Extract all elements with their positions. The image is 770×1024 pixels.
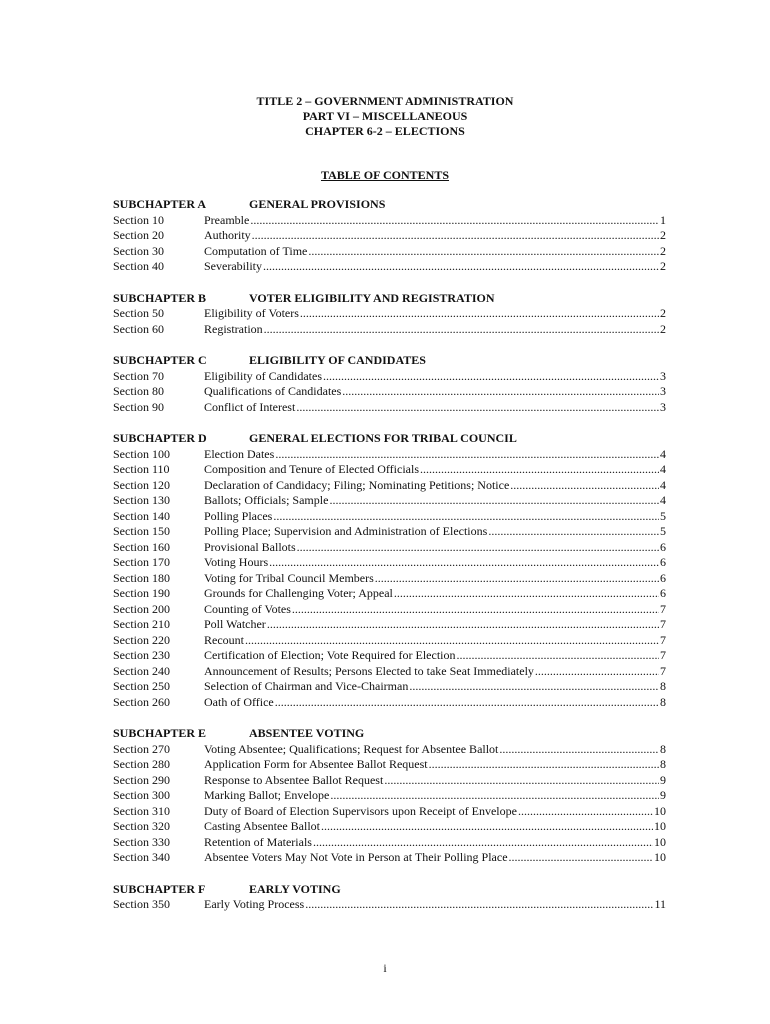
- section-title: Selection of Chairman and Vice-Chairman: [204, 679, 409, 693]
- title-line: TITLE 2 – GOVERNMENT ADMINISTRATION: [256, 94, 514, 108]
- section-number: Section 160: [113, 539, 170, 554]
- toc-entry[interactable]: [113, 555, 666, 571]
- dot-leader: [252, 228, 659, 244]
- subchapter-label: SUBCHAPTER E: [113, 726, 207, 740]
- page-ref: 3: [660, 384, 666, 398]
- section-number: Section 310: [113, 803, 170, 818]
- section-number: Section 200: [113, 601, 170, 616]
- toc-entry[interactable]: [113, 259, 666, 275]
- page-ref: 10: [654, 803, 666, 818]
- section-number: Section 240: [113, 663, 170, 678]
- toc-entry[interactable]: [113, 648, 666, 664]
- page-ref: 10: [654, 834, 666, 849]
- toc-entry[interactable]: [113, 835, 666, 851]
- toc-entry[interactable]: [113, 306, 666, 322]
- page-ref: 2: [660, 243, 666, 258]
- dot-leader: [263, 259, 659, 275]
- page-ref: 5: [660, 524, 666, 538]
- section-title: Early Voting Process: [204, 897, 305, 911]
- page-ref: 4: [660, 493, 666, 507]
- toc-entry[interactable]: [113, 773, 666, 789]
- page-ref: 6: [660, 586, 666, 600]
- page-ref: 6: [660, 570, 666, 585]
- toc-entry[interactable]: [113, 244, 666, 260]
- subchapter: [113, 197, 666, 275]
- subchapter-label: SUBCHAPTER A: [113, 197, 207, 211]
- section-number: Section 20: [113, 228, 164, 242]
- toc-entry[interactable]: [113, 617, 666, 633]
- subchapter-heading: [113, 726, 666, 742]
- section-number: Section 300: [113, 788, 170, 802]
- dot-leader: [420, 462, 659, 478]
- toc-entry[interactable]: [113, 462, 666, 478]
- subchapter-label: SUBCHAPTER F: [113, 881, 206, 896]
- dot-leader: [510, 478, 659, 494]
- section-number: Section 10: [113, 212, 164, 227]
- toc-entry[interactable]: [113, 664, 666, 680]
- page-ref: 9: [660, 788, 666, 802]
- page-ref: 8: [660, 679, 666, 693]
- section-number: Section 60: [113, 321, 164, 336]
- subchapter-name: EARLY VOTING: [249, 881, 341, 896]
- subchapter-label: SUBCHAPTER B: [113, 290, 207, 305]
- section-number: Section 290: [113, 772, 170, 787]
- section-title: Polling Place; Supervision and Administration of Elections: [204, 524, 488, 538]
- dot-leader: [264, 322, 659, 338]
- chapter-line: CHAPTER 6-2 – ELECTIONS: [305, 124, 465, 138]
- section-title: Computation of Time: [204, 243, 308, 258]
- section-number: Section 180: [113, 570, 170, 585]
- dot-leader: [535, 664, 659, 680]
- dot-leader: [488, 524, 659, 540]
- subchapter-heading: [113, 291, 666, 307]
- page-ref: 9: [660, 772, 666, 787]
- dot-leader: [297, 540, 659, 556]
- page-ref: 8: [660, 694, 666, 709]
- page-ref: 10: [654, 819, 666, 833]
- section-title: Poll Watcher: [204, 617, 266, 631]
- toc-entry[interactable]: [113, 509, 666, 525]
- toc-entry[interactable]: [113, 384, 666, 400]
- section-number: Section 40: [113, 259, 164, 273]
- page-ref: 2: [660, 321, 666, 336]
- section-title: Voting for Tribal Council Members: [204, 570, 374, 585]
- dot-leader: [305, 897, 653, 913]
- section-number: Section 170: [113, 555, 170, 569]
- subchapter-heading: [113, 197, 666, 213]
- page-ref: 10: [654, 850, 666, 864]
- toc-entry[interactable]: [113, 679, 666, 695]
- page-ref: 7: [660, 601, 666, 616]
- section-number: Section 260: [113, 694, 170, 709]
- section-number: Section 90: [113, 399, 164, 414]
- dot-leader: [330, 788, 659, 804]
- dot-leader: [394, 586, 659, 602]
- section-title: Certification of Election; Vote Required for Election: [204, 648, 456, 662]
- page-number: i: [383, 961, 387, 975]
- section-number: Section 210: [113, 617, 170, 631]
- section-title: Absentee Voters May Not Vote in Person at Their Polling Place: [204, 850, 508, 864]
- subchapter-name: GENERAL PROVISIONS: [249, 197, 386, 211]
- page-ref: 3: [660, 368, 666, 383]
- section-number: Section 230: [113, 648, 170, 662]
- dot-leader: [456, 648, 659, 664]
- section-title: Grounds for Challenging Voter; Appeal: [204, 586, 393, 600]
- page-ref: 4: [660, 462, 666, 476]
- section-number: Section 220: [113, 632, 170, 647]
- page-ref: 7: [660, 617, 666, 631]
- section-number: Section 280: [113, 757, 170, 771]
- toc-heading: TABLE OF CONTENTS: [320, 168, 450, 182]
- dot-leader: [267, 617, 659, 633]
- subchapter-name: ELIGIBILITY OF CANDIDATES: [249, 353, 426, 367]
- subchapter-label: SUBCHAPTER D: [113, 431, 207, 445]
- toc-entry[interactable]: [113, 228, 666, 244]
- toc-entry[interactable]: [113, 369, 666, 385]
- section-title: Voting Hours: [204, 555, 269, 569]
- toc-entry[interactable]: [113, 478, 666, 494]
- section-number: Section 350: [113, 897, 170, 911]
- toc-entry[interactable]: [113, 742, 666, 758]
- toc-entry[interactable]: [113, 602, 666, 618]
- section-title: Provisional Ballots: [204, 539, 296, 554]
- dot-leader: [245, 633, 659, 649]
- section-title: Conflict of Interest: [204, 399, 296, 414]
- section-number: Section 330: [113, 834, 170, 849]
- toc-entry[interactable]: [113, 447, 666, 463]
- toc-entry[interactable]: [113, 819, 666, 835]
- subchapter-heading: [113, 431, 666, 447]
- section-title: Eligibility of Voters: [204, 306, 299, 320]
- section-number: Section 80: [113, 384, 164, 398]
- toc-entry[interactable]: [113, 788, 666, 804]
- subchapter: [113, 353, 666, 415]
- section-title: Ballots; Officials; Sample: [204, 493, 329, 507]
- subchapter-heading: [113, 353, 666, 369]
- section-number: Section 270: [113, 741, 170, 756]
- toc-entry[interactable]: [113, 757, 666, 773]
- toc-entry[interactable]: [113, 493, 666, 509]
- section-number: Section 130: [113, 493, 170, 507]
- page-ref: 5: [660, 508, 666, 523]
- section-title: Retention of Materials: [204, 834, 312, 849]
- subchapter-label: SUBCHAPTER C: [113, 353, 207, 367]
- page-ref: 8: [660, 741, 666, 756]
- dot-leader: [429, 757, 659, 773]
- section-number: Section 50: [113, 306, 164, 320]
- section-title: Counting of Votes: [204, 601, 291, 616]
- toc-entry[interactable]: [113, 897, 666, 913]
- section-title: Composition and Tenure of Elected Officials: [204, 462, 419, 476]
- section-title: Eligibility of Candidates: [204, 368, 322, 383]
- dot-leader: [275, 695, 659, 711]
- document-header: [0, 94, 770, 139]
- section-number: Section 30: [113, 243, 164, 258]
- section-title: Announcement of Results; Persons Elected to take Seat Immediately: [204, 663, 534, 678]
- toc-entry[interactable]: [113, 804, 666, 820]
- section-number: Section 340: [113, 850, 170, 864]
- toc-entry[interactable]: [113, 540, 666, 556]
- page-ref: 7: [660, 663, 666, 678]
- section-number: Section 320: [113, 819, 170, 833]
- section-title: Voting Absentee; Qualifications; Request for Absentee Ballot: [204, 741, 499, 756]
- toc-entry[interactable]: [113, 213, 666, 229]
- dot-leader: [518, 804, 653, 820]
- dot-leader: [509, 850, 653, 866]
- dot-leader: [499, 742, 659, 758]
- section-title: Severability: [204, 259, 262, 273]
- toc-entry[interactable]: [113, 400, 666, 416]
- section-title: Marking Ballot; Envelope: [204, 788, 330, 802]
- page-ref: 6: [660, 539, 666, 554]
- subchapter-name: GENERAL ELECTIONS FOR TRIBAL COUNCIL: [249, 431, 517, 445]
- section-title: Registration: [204, 321, 263, 336]
- table-of-contents: [113, 197, 666, 929]
- toc-entry[interactable]: [113, 571, 666, 587]
- toc-entry[interactable]: [113, 586, 666, 602]
- toc-entry[interactable]: [113, 322, 666, 338]
- subchapter: [113, 291, 666, 338]
- page-ref: 11: [654, 897, 666, 911]
- toc-entry[interactable]: [113, 633, 666, 649]
- dot-leader: [342, 384, 659, 400]
- dot-leader: [308, 244, 659, 260]
- section-title: Application Form for Absentee Ballot Request: [204, 757, 428, 771]
- section-number: Section 190: [113, 586, 170, 600]
- page-ref: 6: [660, 555, 666, 569]
- page-ref: 2: [660, 259, 666, 273]
- section-title: Recount: [204, 632, 244, 647]
- dot-leader: [273, 509, 659, 525]
- page-ref: 2: [660, 228, 666, 242]
- dot-leader: [409, 679, 659, 695]
- section-title: Casting Absentee Ballot: [204, 819, 320, 833]
- dot-leader: [269, 555, 659, 571]
- page-ref: 2: [660, 306, 666, 320]
- dot-leader: [292, 602, 659, 618]
- page-ref: 3: [660, 399, 666, 414]
- section-title: Declaration of Candidacy; Filing; Nominating Petitions; Notice: [204, 477, 510, 492]
- section-number: Section 250: [113, 679, 170, 693]
- section-number: Section 150: [113, 524, 170, 538]
- section-number: Section 120: [113, 477, 170, 492]
- subchapter: [113, 431, 666, 710]
- toc-entry[interactable]: [113, 695, 666, 711]
- dot-leader: [375, 571, 659, 587]
- subchapter-name: VOTER ELIGIBILITY AND REGISTRATION: [249, 290, 495, 305]
- dot-leader: [300, 306, 659, 322]
- page-ref: 7: [660, 632, 666, 647]
- page-ref: 7: [660, 648, 666, 662]
- dot-leader: [323, 369, 659, 385]
- section-number: Section 110: [113, 462, 170, 476]
- dot-leader: [275, 447, 659, 463]
- page-ref: 4: [660, 446, 666, 461]
- section-number: Section 100: [113, 446, 170, 461]
- section-title: Qualifications of Candidates: [204, 384, 342, 398]
- toc-entry[interactable]: [113, 850, 666, 866]
- page-ref: 1: [660, 212, 666, 227]
- section-title: Preamble: [204, 212, 250, 227]
- subchapter-heading: [113, 882, 666, 898]
- subchapter: [113, 882, 666, 913]
- subchapter-name: ABSENTEE VOTING: [249, 726, 365, 740]
- section-number: Section 140: [113, 508, 170, 523]
- section-title: Authority: [204, 228, 251, 242]
- section-title: Response to Absentee Ballot Request: [204, 772, 384, 787]
- part-line: PART VI – MISCELLANEOUS: [302, 109, 468, 123]
- dot-leader: [250, 213, 659, 229]
- subchapter: [113, 726, 666, 866]
- section-title: Election Dates: [204, 446, 275, 461]
- dot-leader: [296, 400, 659, 416]
- section-title: Polling Places: [204, 508, 273, 523]
- dot-leader: [313, 835, 653, 851]
- dot-leader: [329, 493, 659, 509]
- section-title: Duty of Board of Election Supervisors upon Receipt of Envelope: [204, 803, 517, 818]
- dot-leader: [384, 773, 659, 789]
- section-title: Oath of Office: [204, 694, 274, 709]
- page-ref: 4: [660, 477, 666, 492]
- dot-leader: [321, 819, 653, 835]
- page-ref: 8: [660, 757, 666, 771]
- toc-entry[interactable]: [113, 524, 666, 540]
- section-number: Section 70: [113, 368, 164, 383]
